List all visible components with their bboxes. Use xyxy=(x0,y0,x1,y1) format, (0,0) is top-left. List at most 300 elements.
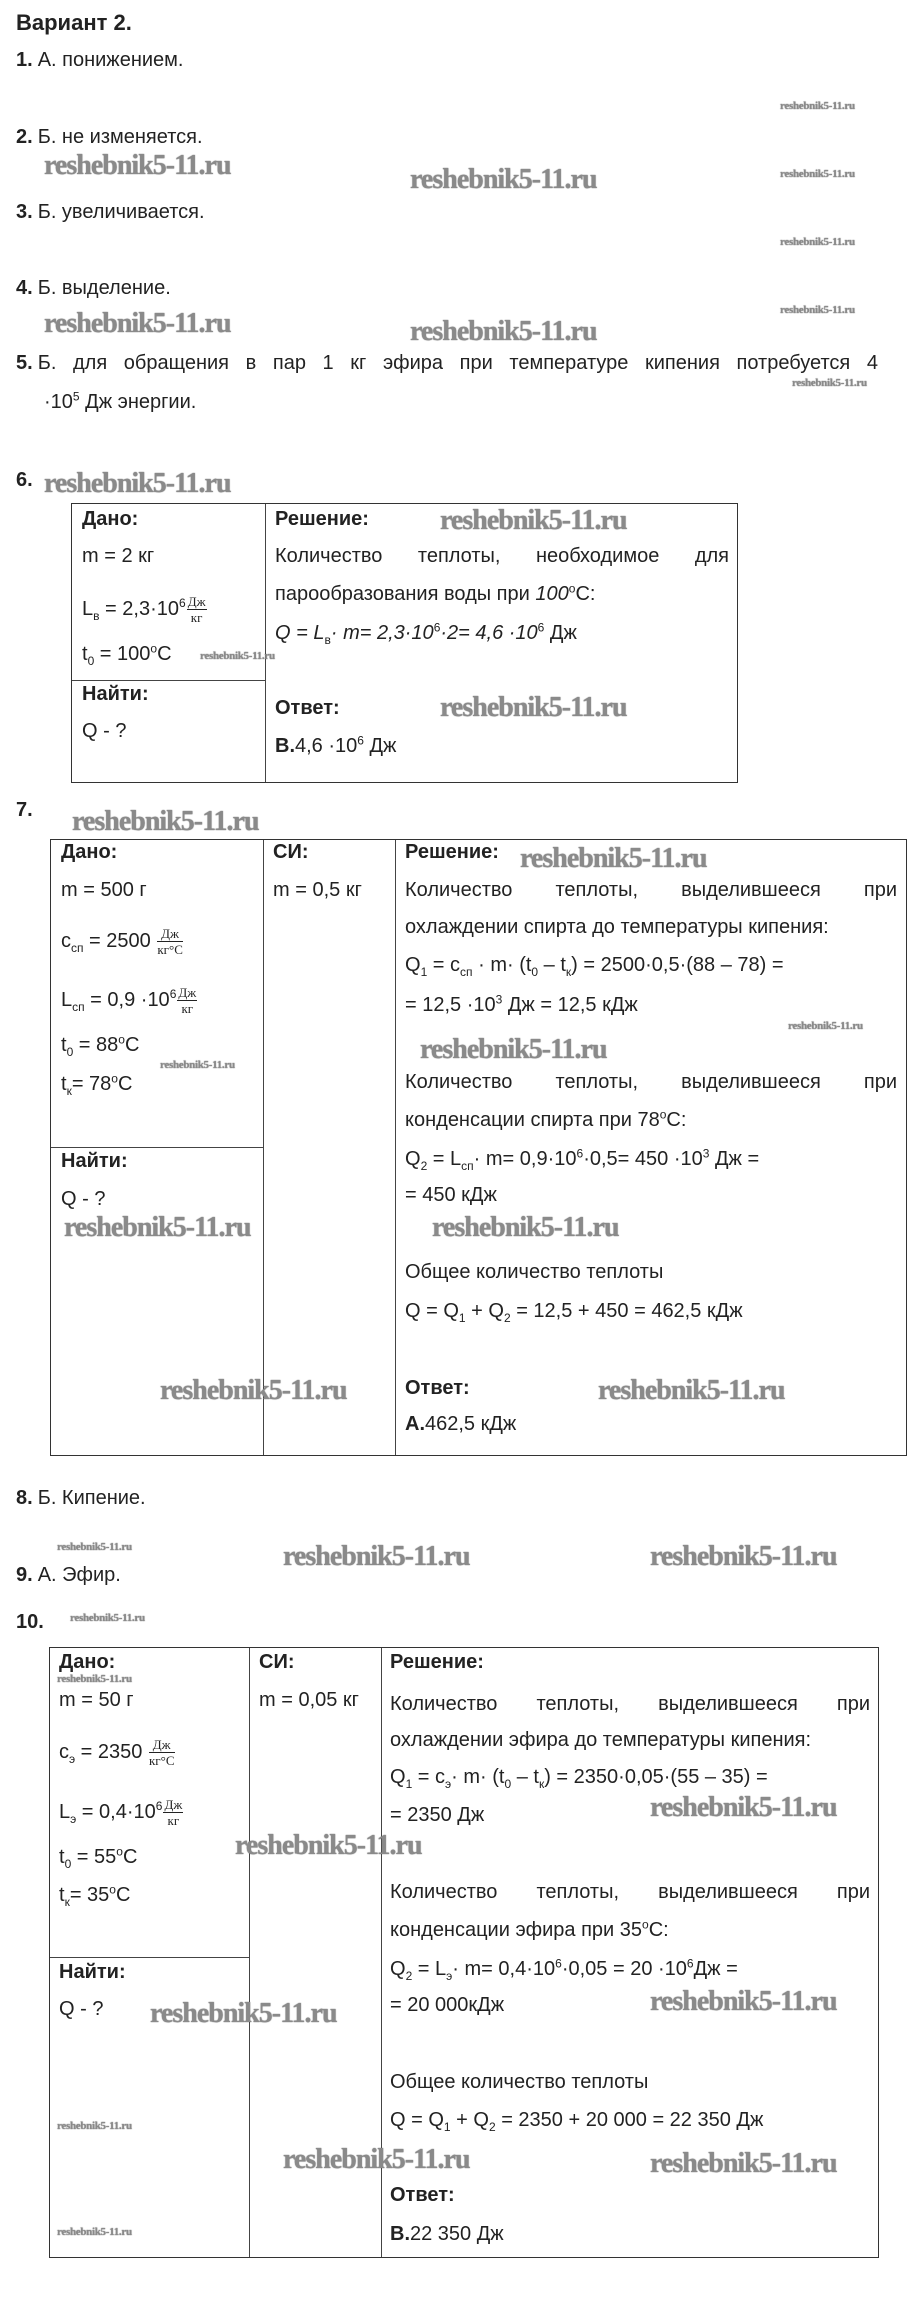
bold-label: В. xyxy=(275,735,295,757)
bold-label: Ответ: xyxy=(405,1377,470,1399)
watermark: reshebnik5-11.ru xyxy=(650,1541,837,1572)
watermark: reshebnik5-11.ru xyxy=(788,1020,863,1032)
text-fragment: Количество теплоты, выделившееся при xyxy=(405,1071,897,1093)
subscript: в xyxy=(93,608,100,623)
text-line xyxy=(405,1183,497,1207)
text-line xyxy=(390,2070,648,2094)
text-line xyxy=(390,1957,738,1981)
text-fragment: C xyxy=(117,1073,133,1095)
unit-fraction xyxy=(157,926,183,957)
subscript: э xyxy=(446,1969,453,1983)
bold-label: Найти: xyxy=(61,1150,128,1172)
text-line xyxy=(390,1650,484,1674)
text-line xyxy=(273,878,362,902)
subscript: 1 xyxy=(458,1311,466,1325)
watermark: reshebnik5-11.ru xyxy=(70,1612,145,1624)
fraction-numerator: Дж xyxy=(178,985,197,1000)
column-divider xyxy=(381,1648,382,2257)
text-line xyxy=(405,953,784,977)
answer-text: А. Эфир. xyxy=(37,1564,121,1586)
text-fragment: = L xyxy=(412,1958,447,1980)
text-fragment: · m· (t xyxy=(472,954,532,976)
task-10-table xyxy=(49,1647,879,2258)
text-fragment: = 450 кДж xyxy=(405,1184,497,1206)
task-number: 7. xyxy=(16,799,33,821)
text-fragment: c xyxy=(61,929,71,952)
text-line xyxy=(259,1688,359,1712)
text-line xyxy=(390,2108,763,2132)
text-fragment: C: xyxy=(666,1109,687,1131)
text-line xyxy=(82,682,149,706)
superscript: 6 xyxy=(169,987,177,1002)
text-line xyxy=(390,1880,870,1904)
text-line xyxy=(390,1993,504,2017)
text-fragment: · m· (t xyxy=(451,1766,505,1788)
text-fragment: – t xyxy=(511,1766,539,1788)
text-fragment: Общее количество теплоты xyxy=(390,2071,649,2093)
superscript: o xyxy=(111,1071,118,1086)
answer-text: Б. не изменяется. xyxy=(37,126,203,148)
text-fragment: Q = Q xyxy=(390,2109,444,2131)
unit-fraction xyxy=(163,1797,183,1828)
watermark: reshebnik5-11.ru xyxy=(57,1541,132,1553)
task-6-table xyxy=(71,503,738,783)
superscript: 6 xyxy=(155,1799,163,1814)
text-line xyxy=(275,734,396,758)
text-line xyxy=(44,390,196,414)
text-fragment: t xyxy=(61,1073,67,1095)
superscript: o xyxy=(116,1844,123,1859)
watermark: reshebnik5-11.ru xyxy=(235,1830,422,1861)
subscript: 0 xyxy=(531,965,539,979)
text-fragment: = 12,5 ·10 xyxy=(405,994,496,1016)
watermark: reshebnik5-11.ru xyxy=(520,843,707,874)
answer-number: 5. xyxy=(16,352,33,374)
answer-number: 4. xyxy=(16,277,33,299)
superscript: 6 xyxy=(576,1146,584,1161)
watermark: reshebnik5-11.ru xyxy=(44,150,231,181)
subscript: к xyxy=(66,1084,72,1098)
italic-fragment: 100 xyxy=(535,583,569,605)
text-fragment: t xyxy=(82,643,88,665)
text-line xyxy=(61,840,117,864)
text-line xyxy=(405,1299,743,1323)
superscript: 6 xyxy=(555,1956,562,1971)
task-7-table xyxy=(50,839,907,1456)
text-line xyxy=(61,1187,105,1211)
fraction-numerator: Дж xyxy=(149,1737,175,1753)
text-fragment: ·0,05 = 20 ·10 xyxy=(561,1958,687,1980)
superscript: 5 xyxy=(72,389,80,404)
text-line xyxy=(405,878,897,902)
answer-8 xyxy=(16,1486,146,1510)
text-fragment: t xyxy=(59,1884,65,1906)
given-cell xyxy=(82,504,262,782)
subscript: 1 xyxy=(405,1777,413,1791)
column-divider xyxy=(395,840,396,1455)
text-fragment: C xyxy=(124,1034,140,1056)
text-fragment: = 12,5 + 450 = 462,5 кДж xyxy=(510,1300,743,1322)
text-fragment: C xyxy=(157,643,172,665)
answer-4 xyxy=(16,276,171,300)
text-line xyxy=(82,594,207,625)
text-line xyxy=(59,1960,126,1984)
subscript: сп xyxy=(72,999,85,1014)
text-line xyxy=(275,582,595,606)
text-fragment: ) = 2350·0,05·(55 – 35) = xyxy=(544,1766,768,1788)
answer-text: А. понижением. xyxy=(37,49,184,71)
text-fragment: t xyxy=(59,1846,65,1868)
watermark: reshebnik5-11.ru xyxy=(57,1673,132,1685)
text-line xyxy=(61,1149,128,1173)
watermark: reshebnik5-11.ru xyxy=(650,2148,837,2179)
superscript: o xyxy=(118,1032,125,1047)
bold-label: Ответ: xyxy=(275,697,340,719)
text-fragment: c xyxy=(59,1740,69,1763)
solution-cell xyxy=(275,504,729,782)
italic-fragment: ·2= 4,6 ·10 xyxy=(440,622,538,644)
text-line xyxy=(59,1797,183,1828)
watermark: reshebnik5-11.ru xyxy=(420,1034,607,1065)
text-line xyxy=(405,915,829,939)
subscript: 0 xyxy=(64,1857,72,1871)
watermark: reshebnik5-11.ru xyxy=(283,2144,470,2175)
column-divider xyxy=(263,840,264,1455)
text-line xyxy=(82,544,154,568)
text-fragment: Q - ? xyxy=(82,720,127,742)
text-line xyxy=(275,544,729,568)
superscript: 3 xyxy=(495,992,503,1007)
text-fragment: L xyxy=(82,597,94,620)
text-fragment: = c xyxy=(427,954,461,976)
subscript: к xyxy=(64,1895,70,1909)
text-line xyxy=(61,1072,132,1096)
watermark: reshebnik5-11.ru xyxy=(200,650,275,662)
answer-3 xyxy=(16,200,205,224)
text-fragment: ·10 xyxy=(44,391,73,413)
subscript: сп xyxy=(461,1159,474,1173)
answer-1 xyxy=(16,48,183,72)
superscript: 6 xyxy=(179,596,186,611)
page-title: Вариант 2. xyxy=(16,10,132,35)
text-fragment: Q xyxy=(390,1766,406,1788)
text-fragment: = 2,3·10 xyxy=(99,597,180,620)
text-line xyxy=(405,1147,759,1171)
bold-label: Решение: xyxy=(405,841,499,863)
text-line xyxy=(61,985,197,1016)
text-line xyxy=(61,926,183,957)
text-line xyxy=(405,1412,516,1436)
answer-2 xyxy=(16,125,203,149)
subscript: э xyxy=(445,1777,452,1791)
si-cell xyxy=(273,840,393,1455)
bold-label: Ответ: xyxy=(390,2184,455,2206)
unit-fraction xyxy=(177,985,197,1016)
text-line xyxy=(275,507,369,531)
subscript: в xyxy=(324,633,331,647)
text-fragment: = c xyxy=(412,1766,446,1788)
italic-fragment: · m= 2,3·10 xyxy=(330,622,434,644)
text-fragment: m = 2 кг xyxy=(82,545,155,567)
text-line xyxy=(82,507,138,531)
text-fragment: = 55 xyxy=(71,1846,117,1868)
watermark: reshebnik5-11.ru xyxy=(57,2226,132,2238)
text-line xyxy=(273,840,308,864)
bold-label: Дано: xyxy=(61,841,118,863)
answer-number: 2. xyxy=(16,126,33,148)
watermark: reshebnik5-11.ru xyxy=(160,1059,235,1071)
text-fragment: Дж = 12,5 кДж xyxy=(502,994,638,1016)
text-fragment: L xyxy=(59,1800,71,1823)
answer-number: 8. xyxy=(16,1487,33,1509)
watermark: reshebnik5-11.ru xyxy=(64,1212,251,1243)
text-fragment: · m= 0,9·10 xyxy=(473,1148,577,1170)
text-fragment: · m= 0,4·10 xyxy=(452,1958,556,1980)
text-fragment: + Q xyxy=(465,1300,504,1322)
superscript: o xyxy=(109,1882,116,1897)
task-10-number xyxy=(16,1610,49,1634)
text-fragment: Общее количество теплоты xyxy=(405,1261,664,1283)
answer-text: Б. увеличивается. xyxy=(37,201,205,223)
fraction-numerator: Дж xyxy=(157,926,183,942)
watermark: reshebnik5-11.ru xyxy=(160,1375,347,1406)
watermark: reshebnik5-11.ru xyxy=(44,468,231,499)
subscript: 0 xyxy=(66,1045,74,1059)
text-line xyxy=(259,1650,294,1674)
text-fragment: C xyxy=(122,1846,138,1868)
text-line xyxy=(390,2222,504,2246)
solution-cell xyxy=(390,1648,870,2257)
text-line xyxy=(59,1650,115,1674)
given-cell xyxy=(61,840,261,1455)
watermark: reshebnik5-11.ru xyxy=(598,1375,785,1406)
fraction-denominator: кг xyxy=(190,610,203,625)
text-fragment: Количество теплоты, выделившееся при xyxy=(405,879,897,901)
subscript: 1 xyxy=(443,2120,451,2134)
text-fragment: m = 50 г xyxy=(59,1689,134,1711)
subscript: к xyxy=(565,965,572,979)
text-fragment: Q xyxy=(405,954,421,976)
text-fragment: + Q xyxy=(450,2109,489,2131)
task-6-number xyxy=(16,468,38,492)
text-fragment: m = 0,05 кг xyxy=(259,1689,359,1711)
text-line xyxy=(59,1883,130,1907)
text-line xyxy=(275,621,577,645)
text-fragment: = 78 xyxy=(71,1073,112,1095)
text-fragment: C xyxy=(115,1884,131,1906)
text-fragment: L xyxy=(61,988,73,1011)
task-number: 10. xyxy=(16,1611,44,1633)
subscript: 2 xyxy=(420,1159,428,1173)
text-fragment: охлаждении эфира до температуры кипения: xyxy=(390,1729,812,1751)
text-line xyxy=(390,1803,484,1827)
answer-text: Б. выделение. xyxy=(37,277,171,299)
text-line xyxy=(82,719,126,743)
answer-number: 9. xyxy=(16,1564,33,1586)
watermark: reshebnik5-11.ru xyxy=(780,100,855,112)
solution-cell xyxy=(405,840,897,1455)
unit-fraction xyxy=(187,594,207,625)
text-line xyxy=(59,1688,134,1712)
subscript: к xyxy=(538,1777,545,1791)
text-fragment: парообразования воды при xyxy=(275,583,536,605)
watermark: reshebnik5-11.ru xyxy=(650,1986,837,2017)
text-fragment: Количество теплоты, выделившееся при xyxy=(390,1693,870,1715)
text-fragment: = 2350 + 20 000 = 22 350 Дж xyxy=(495,2109,764,2131)
text-line xyxy=(405,993,638,1017)
bold-label: Найти: xyxy=(82,683,149,705)
superscript: o xyxy=(568,581,576,596)
text-fragment: – t xyxy=(538,954,566,976)
watermark: reshebnik5-11.ru xyxy=(432,1212,619,1243)
watermark: reshebnik5-11.ru xyxy=(410,164,597,195)
text-fragment: m = 0,5 кг xyxy=(273,879,362,901)
fraction-numerator: Дж xyxy=(164,1797,183,1812)
si-cell xyxy=(259,1648,379,2257)
text-line xyxy=(82,642,172,666)
text-line xyxy=(390,1918,669,1942)
text-fragment: = 20 000кДж xyxy=(390,1994,505,2016)
text-fragment: 4,6 ·10 xyxy=(295,735,358,757)
subscript: 0 xyxy=(87,654,95,668)
subscript: э xyxy=(69,1751,76,1766)
answer-5 xyxy=(16,351,878,375)
answer-9 xyxy=(16,1563,121,1587)
text-fragment: = 88 xyxy=(73,1034,119,1056)
bold-label: Дано: xyxy=(59,1651,116,1673)
text-fragment: m = 500 г xyxy=(61,879,147,901)
text-line xyxy=(390,1692,870,1716)
text-line xyxy=(405,1070,897,1094)
text-line xyxy=(405,1260,663,1284)
text-fragment: Q xyxy=(405,1148,421,1170)
superscript: o xyxy=(659,1107,667,1122)
bold-label: А. xyxy=(405,1413,425,1435)
bold-label: СИ: xyxy=(273,841,309,863)
column-divider xyxy=(249,1648,250,2257)
subscript: 2 xyxy=(503,1311,511,1325)
subscript: 2 xyxy=(405,1969,413,1983)
text-fragment: t xyxy=(61,1034,67,1056)
text-fragment: Q = Q xyxy=(405,1300,459,1322)
text-fragment: охлаждении спирта до температуры кипения: xyxy=(405,916,829,938)
text-line xyxy=(59,1737,175,1768)
text-fragment: Q xyxy=(390,1958,406,1980)
watermark: reshebnik5-11.ru xyxy=(780,304,855,316)
text-line xyxy=(59,1997,103,2021)
bold-label: Найти: xyxy=(59,1961,126,1983)
superscript: o xyxy=(642,1917,649,1932)
task-7-number xyxy=(16,798,38,822)
text-fragment: Дж энергии. xyxy=(79,391,197,413)
subscript: сп xyxy=(460,965,473,979)
watermark: reshebnik5-11.ru xyxy=(410,316,597,347)
watermark: reshebnik5-11.ru xyxy=(650,1792,837,1823)
text-fragment: = 0,9 ·10 xyxy=(84,988,170,1011)
fraction-denominator: кг°C xyxy=(148,1753,175,1768)
fraction-numerator: Дж xyxy=(187,594,206,609)
subscript: сп xyxy=(71,940,84,955)
text-fragment: = 35 xyxy=(69,1884,110,1906)
superscript: 6 xyxy=(433,620,441,635)
text-line xyxy=(59,1845,137,1869)
bold-label: Дано: xyxy=(82,508,139,530)
fraction-denominator: кг°C xyxy=(157,942,183,957)
text-fragment: конденсации эфира при 35 xyxy=(390,1919,643,1941)
superscript: 3 xyxy=(702,1146,710,1161)
text-fragment: Q - ? xyxy=(61,1188,106,1210)
superscript: o xyxy=(150,641,158,656)
text-fragment: 462,5 кДж xyxy=(425,1413,517,1435)
text-fragment: Дж = xyxy=(693,1958,738,1980)
text-fragment: = 2350 xyxy=(75,1740,148,1763)
text-line xyxy=(390,2183,455,2207)
text-fragment: C: xyxy=(648,1919,669,1941)
watermark: reshebnik5-11.ru xyxy=(72,806,259,837)
unit-fraction xyxy=(149,1737,175,1768)
watermark: reshebnik5-11.ru xyxy=(780,236,855,248)
text-line xyxy=(61,878,147,902)
text-line xyxy=(405,1376,470,1400)
given-cell xyxy=(59,1648,247,2257)
text-fragment: ·0,5= 450 ·10 xyxy=(583,1148,703,1170)
watermark: reshebnik5-11.ru xyxy=(150,1998,337,2029)
text-line xyxy=(61,1033,139,1057)
fraction-denominator: кг xyxy=(181,1001,194,1016)
text-fragment: C: xyxy=(575,583,596,605)
superscript: 6 xyxy=(686,1956,694,1971)
text-fragment: Дж xyxy=(544,622,577,644)
subscript: 2 xyxy=(488,2120,496,2134)
superscript: 6 xyxy=(357,733,364,748)
text-line xyxy=(390,1728,811,1752)
bold-label: Решение: xyxy=(275,508,369,530)
text-fragment: Дж = xyxy=(709,1148,760,1170)
subscript: э xyxy=(70,1811,77,1826)
text-fragment: = 2350 Дж xyxy=(390,1804,485,1826)
text-fragment: Q - ? xyxy=(59,1998,104,2020)
subscript: 1 xyxy=(420,965,428,979)
column-divider xyxy=(265,504,266,782)
watermark: reshebnik5-11.ru xyxy=(780,168,855,180)
subscript: 0 xyxy=(504,1777,512,1791)
bold-label: В. xyxy=(390,2223,410,2245)
watermark: reshebnik5-11.ru xyxy=(283,1541,470,1572)
text-fragment: 22 350 Дж xyxy=(410,2223,504,2245)
answer-number: 1. xyxy=(16,49,33,71)
text-fragment: = 100 xyxy=(94,643,151,665)
watermark: reshebnik5-11.ru xyxy=(792,377,867,389)
text-line xyxy=(405,1108,686,1132)
text-fragment: ) = 2500·0,5·(88 – 78) = xyxy=(571,954,784,976)
fraction-denominator: кг xyxy=(167,1813,180,1828)
text-fragment: Количество теплоты, необходимое для xyxy=(275,545,729,567)
italic-fragment: Q = L xyxy=(275,622,325,644)
watermark: reshebnik5-11.ru xyxy=(44,308,231,339)
text-line xyxy=(405,840,499,864)
watermark: reshebnik5-11.ru xyxy=(57,2120,132,2132)
answer-5-continuation xyxy=(44,378,444,418)
text-line xyxy=(390,1765,768,1789)
bold-label: СИ: xyxy=(259,1651,295,1673)
bold-label: Решение: xyxy=(390,1651,484,1673)
watermark: reshebnik5-11.ru xyxy=(440,692,627,723)
text-fragment: = 0,4·10 xyxy=(76,1800,156,1823)
answer-text: Б. для обращения в пар 1 кг эфира при температуре кипения потребуется 4 xyxy=(37,352,878,374)
text-line xyxy=(275,696,340,720)
text-fragment: = L xyxy=(427,1148,462,1170)
superscript: 6 xyxy=(537,620,545,635)
